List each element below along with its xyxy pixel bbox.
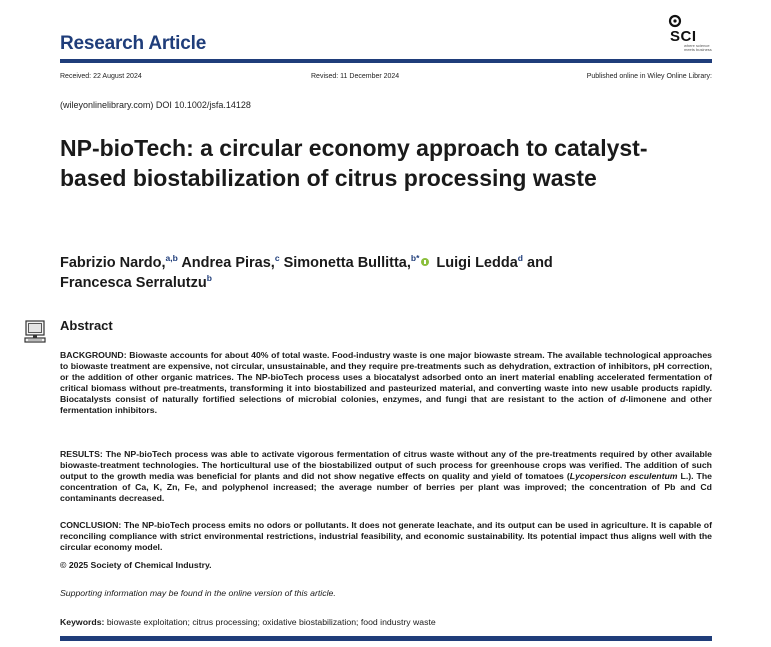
keywords-line (60, 617, 436, 627)
authors-conjunction: and (527, 255, 553, 271)
keywords-list: biowaste exploitation; citrus processing; oxidative biostabilization; food industry waste (106, 617, 436, 627)
article-title: NP-bioTech: a circular economy approach to catalyst-based biostabilization of citrus processing waste (60, 135, 648, 191)
computer-icon (24, 320, 46, 344)
author-affiliation: a,b (165, 253, 178, 263)
author-list (60, 253, 710, 293)
received-date: Received: 22 August 2024 (60, 73, 142, 80)
results-tail: L.). The concentration of Ca, K, Zn, Fe, and polyphenol increased; the average number of berries per plant was improved; the concentration of Pb and Cd contaminants decreased. (60, 471, 712, 503)
author-name[interactable]: Simonetta Bullitta, (283, 255, 411, 271)
sci-logo (662, 14, 722, 52)
background-tail: -limonene and other fermentation inhibitors. (60, 394, 712, 415)
doi-line[interactable]: (wileyonlinelibrary.com) DOI 10.1002/jsfa.14128 (60, 100, 251, 110)
logo-tagline: where science meets business (684, 43, 712, 52)
abstract-results (60, 449, 712, 504)
author-affiliation: c (274, 253, 280, 263)
abstract-heading: Abstract (60, 318, 113, 333)
footer-rule (60, 636, 712, 641)
supporting-info: Supporting information may be found in the online version of this article. (60, 588, 336, 598)
author-affiliation: b (206, 273, 212, 283)
background-text: Biowaste accounts for about 40% of total waste. Food-industry waste is one major biowaste stream. The available technological approaches to biowaste treatment are expensive, not circular, unsustainable, and they require pre-treatments such as dehydration, extraction of inhibitors, pH correction, or the addition of other organic matrices. The NP-bioTech process uses a biocatalyst adsorbed onto an inert material enabling accelerated fermentation of critical biomass without pre-treatments, transforming it into biostabilized and pasteurized material, and converting waste into new usable products rapidly. Biocatalysts consist of naturally fortified selections of microbial colonies, enzymes, and fungi that are resistant to the action of (60, 350, 712, 404)
results-label: RESULTS: (60, 449, 103, 459)
abstract-background (60, 350, 712, 416)
conclusion-text: The NP-bioTech process emits no odors or pollutants. It does not generate leachate, and its output can be used in agriculture. It is capable of reconciling compliance with strict environmental restrictions, industrial feasibility, and economic sustainability. Its potential impact thus aligns well with the circular economy model. (60, 520, 712, 552)
published-note: Published online in Wiley Online Library: (586, 73, 712, 80)
author-name[interactable]: Francesca Serralutzu (60, 275, 207, 291)
author-affiliation: d (517, 253, 523, 263)
header-rule (60, 59, 712, 63)
abstract-conclusion (60, 520, 712, 553)
logo-text: SCI (670, 28, 697, 45)
author-name[interactable]: Luigi Ledda (436, 255, 518, 271)
keywords-label: Keywords: (60, 617, 105, 627)
orcid-icon[interactable] (421, 258, 429, 266)
author-affiliation: b* (410, 253, 420, 263)
background-italic: d (620, 394, 626, 404)
section-label: Research Article (60, 33, 207, 54)
revised-date: Revised: 11 December 2024 (311, 73, 400, 80)
copyright-notice: © 2025 Society of Chemical Industry. (60, 560, 212, 570)
author-name[interactable]: Andrea Piras, (181, 255, 275, 271)
author-name[interactable]: Fabrizio Nardo, (60, 255, 166, 271)
results-text: The NP-bioTech process was able to activate vigorous fermentation of citrus waste without any of the pre-treatments required by other available biowaste-treatment technologies. The horticultural use of the biostabilized output of such process for greenhouse crops was verified. The addition of such output to the growth media was beneficial for plants and did not show negative effects on quality and yield of tomatoes ( (60, 449, 712, 481)
results-italic: Lycopersicon esculentum (569, 471, 678, 481)
background-label: BACKGROUND: (60, 350, 127, 360)
conclusion-label: CONCLUSION: (60, 520, 122, 530)
